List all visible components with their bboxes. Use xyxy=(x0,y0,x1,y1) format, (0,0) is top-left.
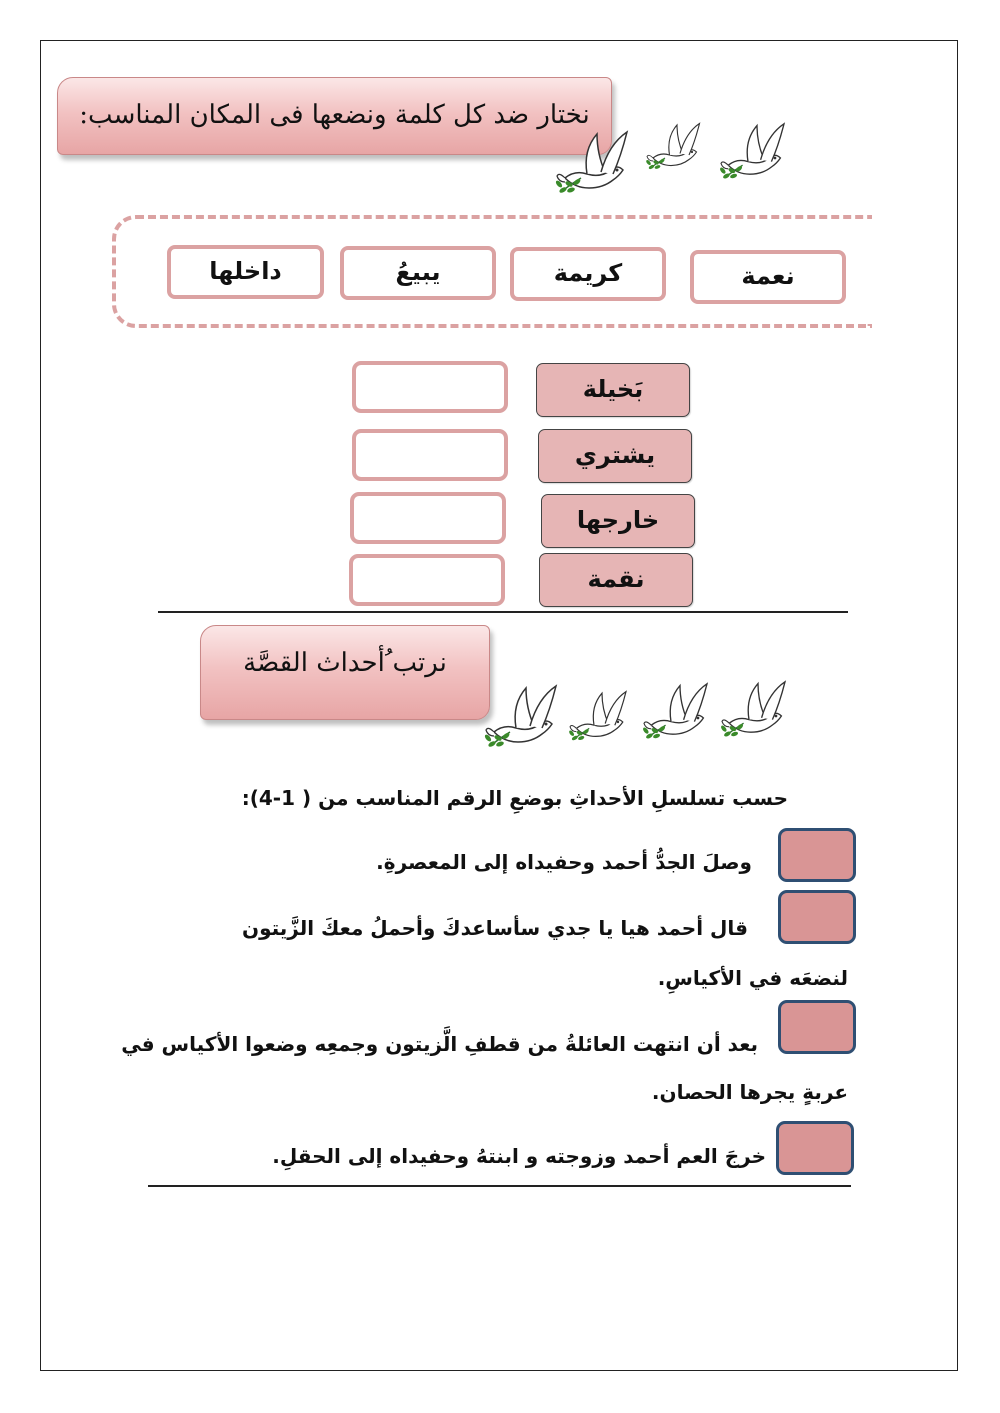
word-card-3[interactable]: يبيعُ xyxy=(340,246,496,300)
antonym-word-3: خارجها xyxy=(541,494,695,548)
section-divider xyxy=(158,611,848,613)
answer-slot-1[interactable] xyxy=(352,361,508,413)
dove-with-olive-branch-icon xyxy=(645,124,699,170)
dove-with-olive-branch-icon xyxy=(720,682,785,738)
event-2-text-line1: قال أحمد هيا يا جدي سأساعدكَ وأحملُ معكَ الزَّيتون xyxy=(242,916,748,940)
antonym-word-4: نقمة xyxy=(539,553,693,607)
word-card-2[interactable]: كريمة xyxy=(510,247,666,301)
order-number-box-3[interactable] xyxy=(778,1000,856,1054)
dove-with-olive-branch-icon xyxy=(719,124,784,180)
doves-decoration-2 xyxy=(484,676,794,756)
section2-title-banner xyxy=(200,625,490,720)
dove-with-olive-branch-icon xyxy=(555,132,627,194)
word-card-1[interactable]: نعمة xyxy=(690,250,846,304)
section1-title: نختار ضد كل كلمة ونضعها فى المكان المناسب: xyxy=(79,100,590,130)
word-card-4[interactable]: داخلها xyxy=(167,245,324,299)
order-number-box-4[interactable] xyxy=(776,1121,854,1175)
antonym-word-2: يشتري xyxy=(538,429,692,483)
section2-title: نرتب ُأحداث القصَّة xyxy=(243,648,447,678)
doves-decoration-1 xyxy=(555,118,795,198)
event-1-text: وصلَ الجدُّ أحمد وحفيداه إلى المعصرةِ. xyxy=(376,850,752,874)
dove-with-olive-branch-icon xyxy=(568,692,626,742)
order-number-box-2[interactable] xyxy=(778,890,856,944)
dove-with-olive-branch-icon xyxy=(642,684,707,740)
event-4-text: خرجَ العم أحمد وزوجته و ابنتهُ وحفيداه إلى الحقلِ. xyxy=(272,1144,766,1168)
event-2-text-line2: لنضعَه في الأكياسِ. xyxy=(657,966,848,990)
order-number-box-1[interactable] xyxy=(778,828,856,882)
section1-title-banner xyxy=(57,77,612,155)
dove-with-olive-branch-icon xyxy=(484,686,556,748)
answer-slot-2[interactable] xyxy=(352,429,508,481)
answer-slot-4[interactable] xyxy=(349,554,505,606)
bottom-divider xyxy=(148,1185,851,1187)
event-3-text-line1: بعد أن انتهت العائلةُ من قطفِ الَّزيتون وجمعِه وضعوا الأكياس في xyxy=(121,1032,758,1056)
antonym-word-1: بَخيلة xyxy=(536,363,690,417)
answer-slot-3[interactable] xyxy=(350,492,506,544)
event-3-text-line2: عربةٍ يجرها الحصان. xyxy=(651,1080,848,1104)
ordering-instruction: حسب تسلسلِ الأحداثِ بوضعِ الرقم المناسب من ( 1-4): xyxy=(241,786,788,810)
